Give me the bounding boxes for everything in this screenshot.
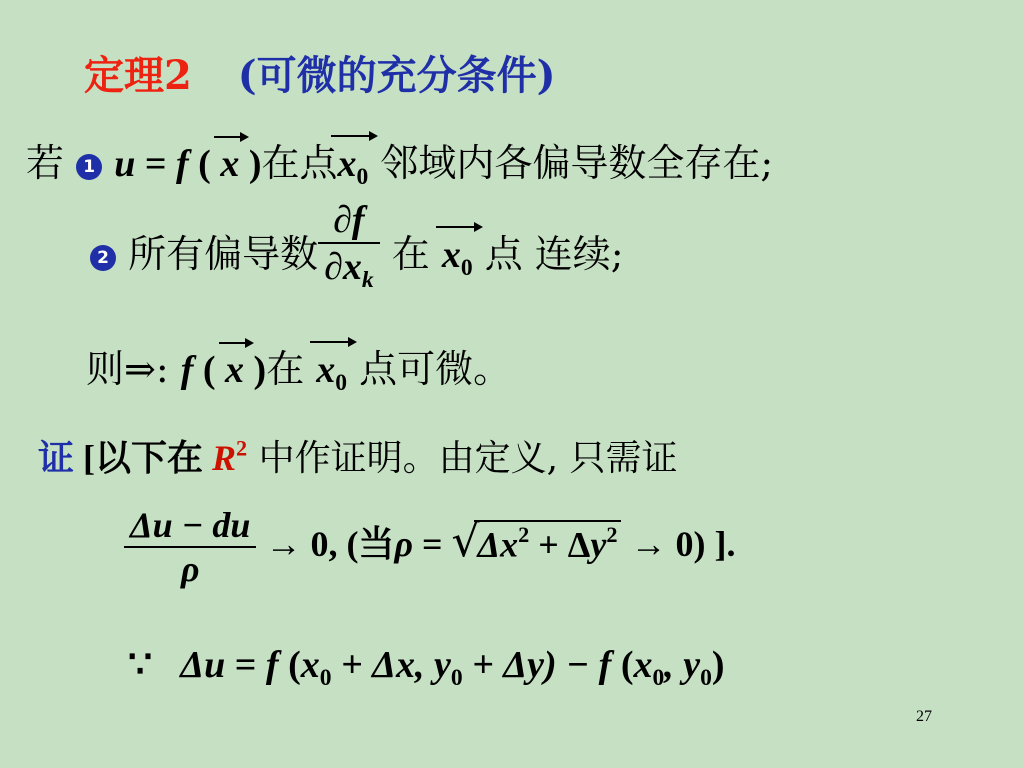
comma-b: , bbox=[664, 644, 684, 686]
all-partials-text: 所有偏导数 bbox=[116, 232, 319, 276]
vector-x-3: x bbox=[225, 349, 245, 391]
differentiable-text: 点可微。 bbox=[347, 347, 512, 391]
sq-2: 2 bbox=[606, 521, 618, 547]
func-f-b: f bbox=[598, 644, 612, 686]
limit-arrow: → 0, (当 bbox=[256, 524, 395, 564]
var-u: u bbox=[114, 143, 136, 185]
at-text-3: 在 bbox=[266, 347, 317, 391]
denominator-rho: ρ bbox=[124, 546, 256, 590]
func-f: f bbox=[176, 143, 189, 185]
left-paren: ( bbox=[188, 143, 221, 185]
delta-u-formula bbox=[128, 642, 725, 692]
rho-symbol: ρ bbox=[394, 524, 413, 564]
then-implies: 则⇒: bbox=[86, 347, 181, 391]
limit-tail: → 0) ]. bbox=[621, 524, 736, 564]
condition-line-1 bbox=[26, 132, 773, 191]
proof-line bbox=[38, 430, 678, 481]
plus-dx: + Δx, bbox=[331, 644, 434, 686]
proof-text: 中作证明。由定义, 只需证 bbox=[247, 438, 678, 479]
R-symbol: R bbox=[212, 438, 237, 478]
partial-f: ∂f bbox=[333, 199, 365, 241]
slide-title bbox=[84, 44, 556, 101]
page-number: 27 bbox=[916, 708, 932, 725]
sq-1: 2 bbox=[518, 521, 530, 547]
numerator: Δu − du bbox=[130, 505, 251, 545]
sub-d: 0 bbox=[700, 665, 712, 692]
sqrt-expression bbox=[451, 515, 622, 567]
vector-x0-2: x bbox=[441, 234, 461, 276]
left-paren-a: ( bbox=[278, 644, 301, 686]
at-point-text: 在点 bbox=[261, 141, 338, 185]
at-text: 在 bbox=[379, 232, 442, 276]
sub-b: 0 bbox=[450, 665, 463, 692]
plus-delta: + Δ bbox=[529, 524, 591, 564]
var-y: y bbox=[590, 524, 607, 564]
limit-formula bbox=[124, 504, 735, 590]
y0-a: y bbox=[433, 644, 451, 686]
sub-c: 0 bbox=[652, 665, 665, 692]
theorem-label: 定理2 bbox=[84, 52, 192, 99]
right-paren-b: ) bbox=[711, 644, 725, 686]
equals-3: = bbox=[225, 644, 266, 686]
sub-a: 0 bbox=[319, 665, 332, 692]
x0-b: x bbox=[633, 644, 653, 686]
vector-x: x bbox=[220, 143, 240, 185]
right-paren-3: ) bbox=[244, 349, 267, 391]
partial-derivative-fraction bbox=[318, 198, 380, 294]
delta-x: Δx bbox=[477, 524, 519, 564]
x0-a: x bbox=[300, 644, 320, 686]
proof-intro: [以下在 bbox=[74, 438, 213, 478]
vector-x0-3: x bbox=[316, 349, 336, 391]
bullet-1-icon: 1 bbox=[76, 154, 102, 180]
condition-1-text: 邻域内各偏导数全存在; bbox=[368, 141, 774, 185]
func-f-3: f bbox=[180, 349, 194, 391]
partial-xk: ∂x bbox=[324, 246, 362, 288]
y0-b: y bbox=[683, 644, 701, 686]
func-f-a: f bbox=[265, 644, 279, 686]
left-paren-3: ( bbox=[193, 349, 226, 391]
continuous-text: 点 连续; bbox=[472, 232, 624, 276]
delta-u: Δu bbox=[180, 644, 226, 686]
theorem-subtitle: (可微的充分条件) bbox=[237, 52, 556, 99]
vector-x0: x bbox=[337, 143, 357, 185]
because-symbol: ∵ bbox=[128, 644, 153, 686]
left-paren-b: ( bbox=[611, 644, 634, 686]
equals-sign: = bbox=[135, 143, 176, 185]
subscript-0-2: 0 bbox=[460, 255, 473, 282]
subscript-k: k bbox=[361, 267, 374, 294]
subscript-0: 0 bbox=[356, 164, 369, 191]
proof-label: 证 bbox=[38, 437, 75, 479]
bullet-2-icon: 2 bbox=[90, 245, 116, 271]
limit-fraction bbox=[124, 504, 256, 590]
plus-dy: + Δy) − bbox=[462, 644, 599, 686]
right-paren: ) bbox=[239, 143, 262, 185]
if-label: 若 bbox=[26, 141, 65, 185]
equals-2: = bbox=[412, 524, 452, 564]
conclusion-line bbox=[86, 338, 511, 397]
superscript-2: 2 bbox=[236, 435, 248, 461]
radical-icon: √ bbox=[451, 515, 480, 567]
subscript-0-3: 0 bbox=[335, 370, 348, 397]
condition-line-2 bbox=[90, 198, 624, 294]
